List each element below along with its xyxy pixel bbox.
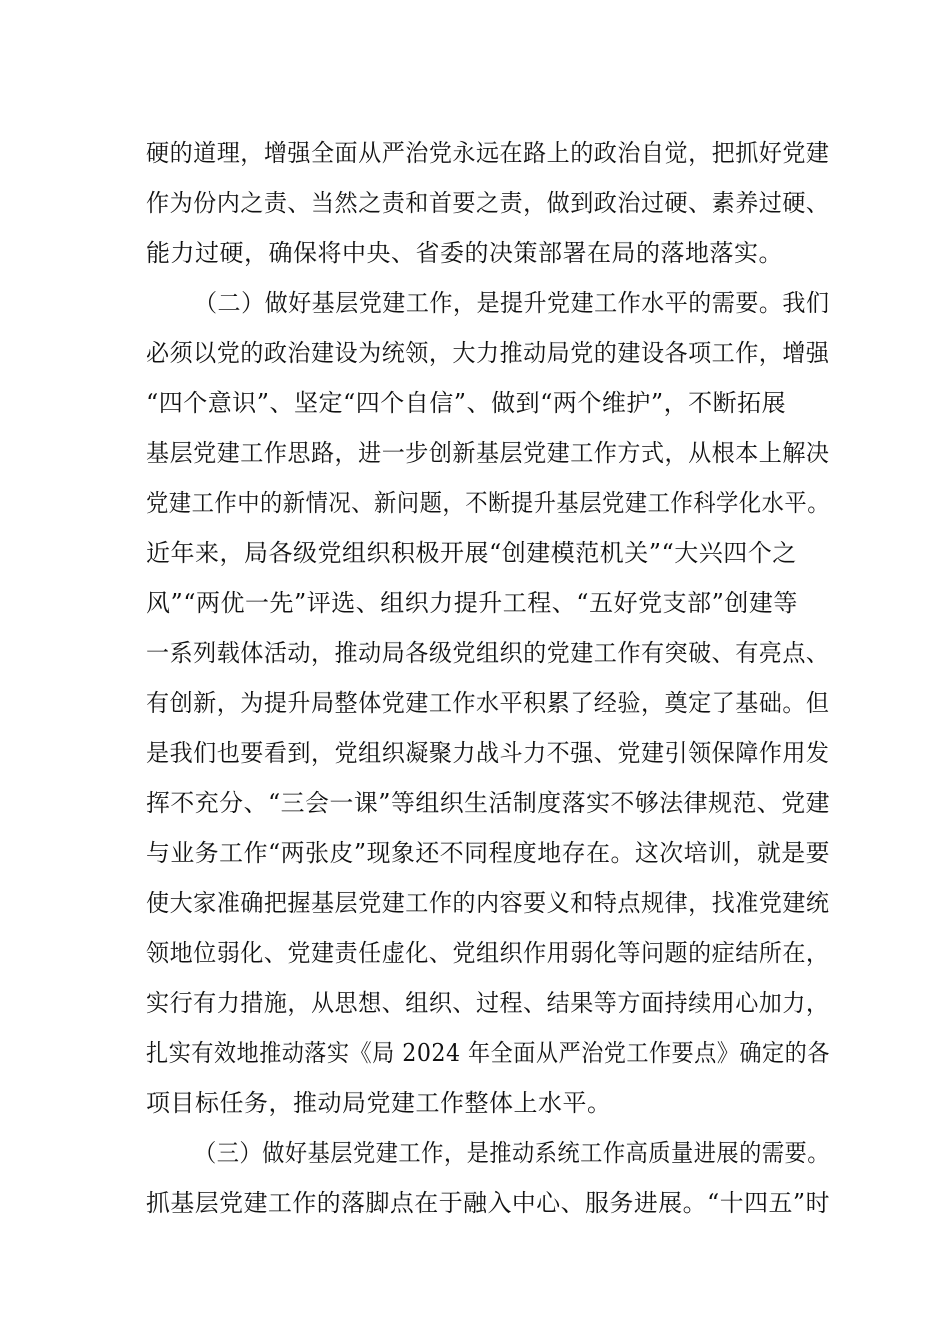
text-line: 必须以党的政治建设为统领，大力推动局党的建设各项工作，增强 <box>146 339 830 367</box>
text-line: 与业务工作“两张皮”现象还不同程度地存在。这次培训，就是要 <box>146 839 831 867</box>
text-line: 使大家准确把握基层党建工作的内容要义和特点规律，找准党建统 <box>146 889 830 917</box>
text-line: 风”“两优一先”评选、组织力提升工程、“五好党支部”创建等 <box>146 589 798 617</box>
text-line: 是我们也要看到，党组织凝聚力战斗力不强、党建引领保障作用发 <box>146 739 830 767</box>
text-line: 有创新，为提升局整体党建工作水平积累了经验，奠定了基础。但 <box>146 689 830 717</box>
text-line: 领地位弱化、党建责任虚化、党组织作用弱化等问题的症结所在， <box>146 939 830 967</box>
text-line: 扎实有效地推动落实《局 2024 年全面从严治党工作要点》确定的各 <box>146 1039 830 1067</box>
paragraph-3-first-line: （三）做好基层党建工作，是推动系统工作高质量进展的需要。 <box>194 1139 830 1167</box>
text-line: 项目标任务，推动局党建工作整体上水平。 <box>146 1089 612 1117</box>
paragraph-2-first-line: （二）做好基层党建工作，是提升党建工作水平的需要。我们 <box>194 289 830 317</box>
text-line: 一系列载体活动，推动局各级党组织的党建工作有突破、有亮点、 <box>146 639 830 667</box>
text-line: “四个意识”、坚定“四个自信”、做到“两个维护”，不断拓展 <box>146 389 787 417</box>
text-line: 作为份内之责、当然之责和首要之责，做到政治过硬、素养过硬、 <box>146 189 830 217</box>
text-line: 近年来，局各级党组织积极开展“创建模范机关”“大兴四个之 <box>146 539 797 567</box>
text-line: 抓基层党建工作的落脚点在于融入中心、服务进展。“十四五”时 <box>146 1189 831 1217</box>
text-line: 能力过硬，确保将中央、省委的决策部署在局的落地落实。 <box>146 239 783 267</box>
text-line: 实行有力措施，从思想、组织、过程、结果等方面持续用心加力， <box>146 989 830 1017</box>
text-line: 党建工作中的新情况、新问题，不断提升基层党建工作科学化水平。 <box>146 489 830 517</box>
text-line: 基层党建工作思路，进一步创新基层党建工作方式，从根本上解决 <box>146 439 830 467</box>
text-line: 挥不充分、“三会一课”等组织生活制度落实不够法律规范、党建 <box>146 789 831 817</box>
text-line: 硬的道理，增强全面从严治党永远在路上的政治自觉，把抓好党建 <box>146 139 830 167</box>
